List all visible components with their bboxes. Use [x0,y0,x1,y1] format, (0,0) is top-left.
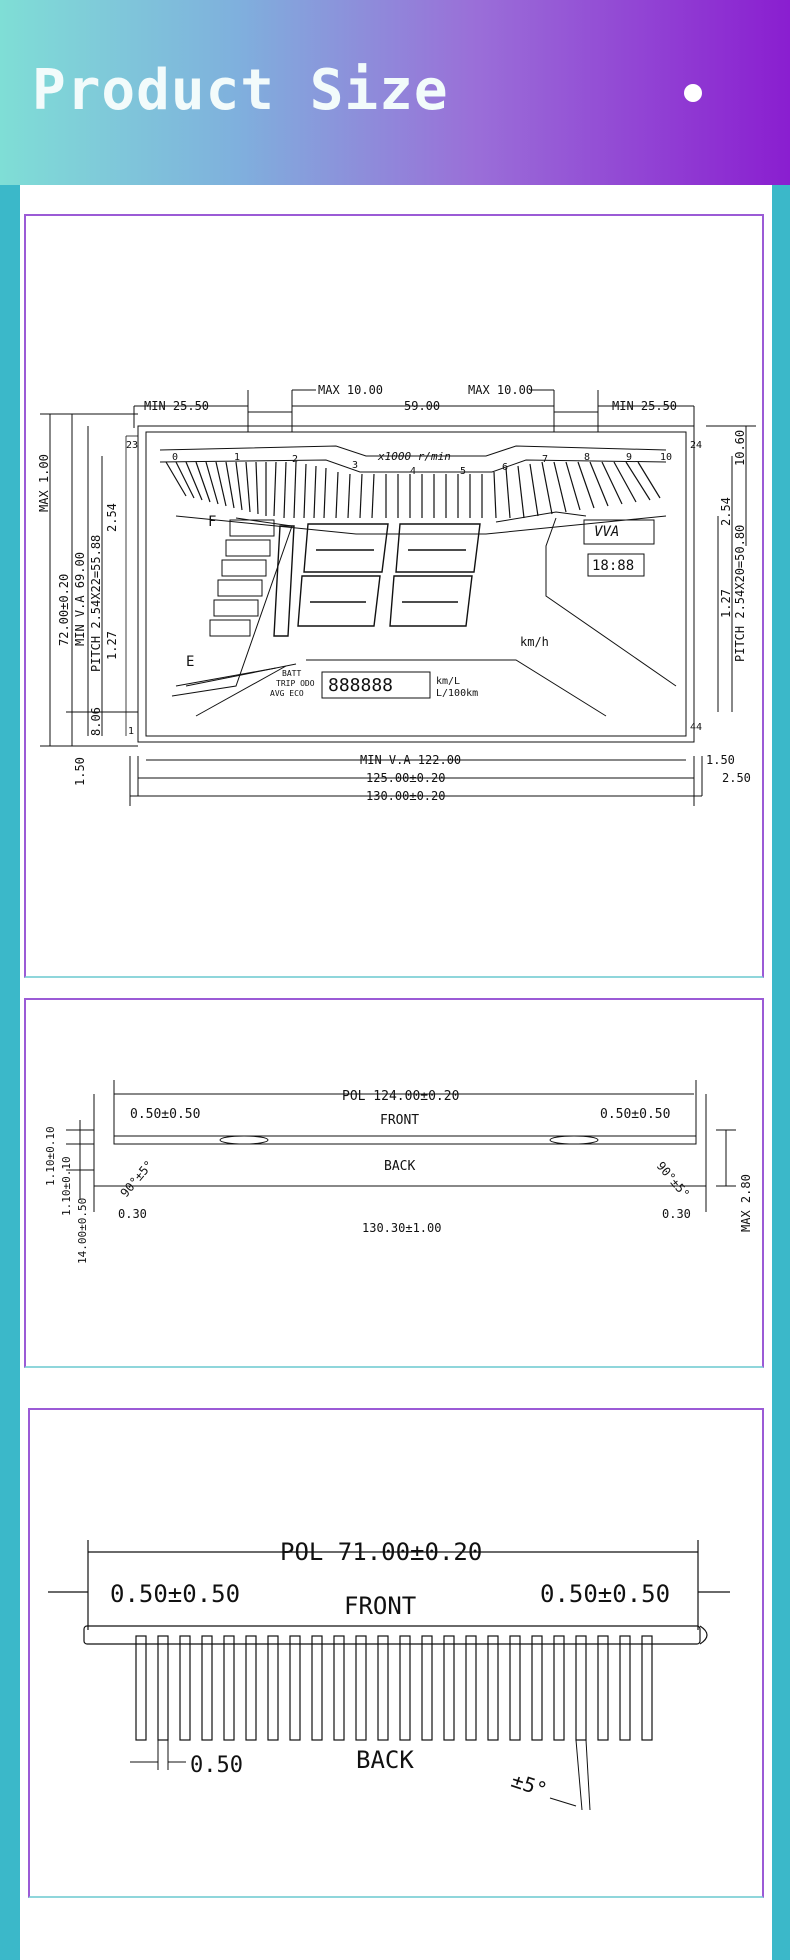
rpm-tick-5: 5 [460,466,467,477]
side-back: BACK [384,1159,416,1174]
pin-detail-drawing [30,1410,762,1896]
front-view-panel [24,214,764,978]
side-dim-110-a: 1.10±0.10 [44,1126,57,1186]
left-frame-bar [0,0,20,1960]
side-angle-right: 90°±5° [653,1158,693,1202]
dim-pitch-254-right: 2.54 [719,497,733,526]
dim-pitch-127-right: 1.27 [719,589,733,618]
rpm-tick-0: 0 [172,452,179,463]
dim-min-left: MIN 25.50 [144,399,210,413]
side-max-height: MAX 2.80 [739,1174,753,1232]
pin-label-24: 24 [690,440,703,451]
rpm-tick-1: 1 [234,452,241,463]
side-dim-14: 14.00±0.50 [76,1197,89,1264]
side-left-030: 0.30 [118,1207,147,1221]
front-view-drawing [26,216,762,976]
dim-width-125: 125.00±0.20 [366,771,446,785]
side-angle-left: 90°±5° [117,1157,157,1200]
rpm-tick-2: 2 [292,454,299,465]
dot-icon [684,84,702,102]
rpm-tick-6: 6 [502,462,509,473]
pin-left-tol: 0.50±0.50 [110,1580,241,1608]
speed-unit: km/h [520,635,549,649]
side-width: 130.30±1.00 [362,1221,442,1235]
rpm-label: x1000 r/min [378,450,451,463]
side-front: FRONT [380,1113,420,1128]
pin-label-1: 1 [128,726,135,737]
dim-pitch-254-left: 2.54 [105,503,119,532]
rpm-tick-10: 10 [660,452,673,463]
clock-text: 18:88 [592,558,635,574]
dim-right-250: 2.50 [722,771,751,785]
dim-bottom-806: 8.06 [89,707,103,736]
dim-pitch-left: PITCH 2.54X22=55.88 [89,534,103,672]
side-view-drawing [26,1000,762,1366]
side-right-030: 0.30 [662,1207,691,1221]
dim-pitch-127-left: 1.27 [105,631,119,660]
dim-min-va: MIN V.A 69.00 [73,552,87,646]
dim-center: 59.00 [404,399,441,413]
dim-max-height: MAX 1.00 [37,454,51,512]
dim-right-1060: 10.60 [733,429,747,466]
dim-overall-height: 72.00±0.20 [57,573,71,646]
fuel-empty-label: E [186,654,195,670]
pin-detail-panel [28,1408,764,1898]
odo-label-2: TRIP ODO [276,679,315,688]
rpm-tick-3: 3 [352,460,359,471]
dim-max-right: MAX 10.00 [468,383,534,397]
pin-front: FRONT [344,1592,417,1620]
side-view-panel [24,998,764,1368]
odo-label-1: BATT [282,669,302,678]
pin-back: BACK [356,1746,414,1774]
fuel-full-label: F [208,514,217,530]
pin-width: 0.50 [190,1753,243,1778]
dim-pitch-right: PITCH 2.54X20=50.80 [733,524,747,662]
pin-label-44: 44 [690,722,703,733]
dim-min-right: MIN 25.50 [612,399,678,413]
right-frame-bar [772,0,790,1960]
dim-bottom-min-va: MIN V.A 122.00 [360,753,462,767]
dim-max-left: MAX 10.00 [318,383,384,397]
pin-angle: ±5° [508,1767,551,1802]
logo-text: VVA [594,524,620,540]
page-title: Product Size [32,58,449,123]
rpm-tick-8: 8 [584,452,591,463]
rpm-tick-7: 7 [542,454,549,465]
dim-width-130: 130.00±0.20 [366,789,446,803]
odo-unit-2: L/100km [436,688,479,699]
header-banner [0,0,790,185]
rpm-tick-4: 4 [410,466,417,477]
side-pol: POL 124.00±0.20 [342,1089,460,1104]
pin-pol: POL 71.00±0.20 [280,1538,483,1566]
side-left-tol: 0.50±0.50 [130,1107,201,1122]
odo-digits: 888888 [328,675,394,696]
pin-row [136,1636,652,1740]
odo-unit-1: km/L [436,676,461,687]
pin-right-tol: 0.50±0.50 [540,1580,671,1608]
side-right-tol: 0.50±0.50 [600,1107,671,1122]
pin-label-23: 23 [126,440,139,451]
side-dim-110-b: 1.10±0.10 [60,1156,73,1216]
rpm-tick-9: 9 [626,452,633,463]
dim-right-150: 1.50 [706,753,735,767]
dim-bottom-150: 1.50 [73,757,87,786]
odo-label-3: AVG ECO [270,689,304,698]
